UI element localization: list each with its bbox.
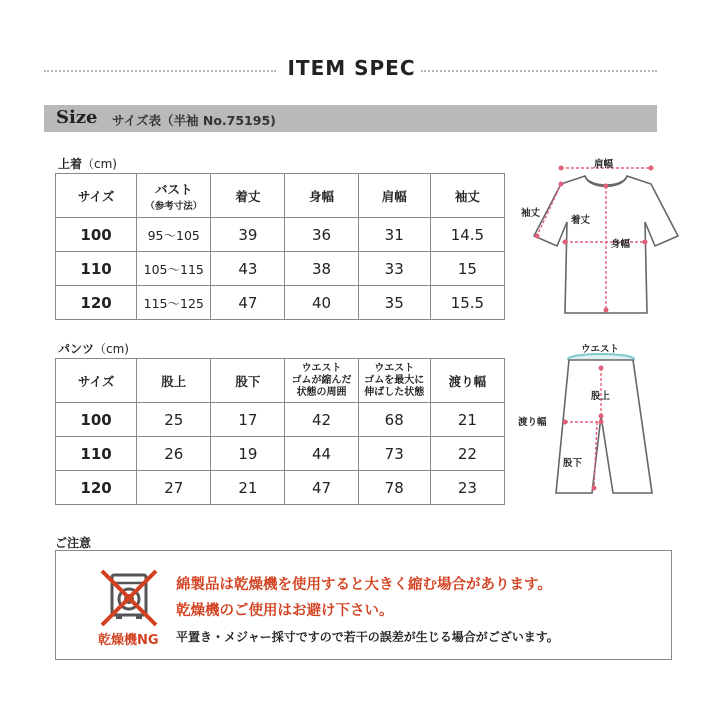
- header-waist-relaxed-l3: 状態の周囲: [296, 386, 347, 398]
- thigh-label: 渡り幅: [518, 417, 547, 428]
- waist-stretched-cell: 68: [358, 403, 430, 437]
- header-size: サイズ: [56, 174, 137, 218]
- header-divider-right: [421, 70, 657, 72]
- bust-cell: 95〜105: [137, 218, 211, 252]
- waist-relaxed-cell: 47: [285, 471, 358, 505]
- table-header-row: [56, 359, 505, 403]
- size-cell: 120: [56, 471, 137, 505]
- header-inseam: 股下: [211, 359, 285, 403]
- header-bust-note: （参考寸法）: [145, 200, 203, 212]
- inseam-cell: 17: [211, 403, 285, 437]
- header-waist-stretched: [358, 359, 430, 403]
- tops-size-table: [55, 173, 505, 320]
- sleeve-cell: 15: [430, 252, 504, 286]
- size-subheading: サイズ表（半袖 No.75195): [112, 113, 276, 128]
- table-row: [56, 437, 505, 471]
- pants-unit: （cm): [94, 342, 129, 356]
- body-width-cell: 38: [285, 252, 358, 286]
- table-row: [56, 218, 505, 252]
- shoulder-cell: 35: [358, 286, 430, 320]
- inseam-cell: 21: [211, 471, 285, 505]
- header-bust-label: バスト: [154, 181, 193, 197]
- width-label: 身幅: [611, 239, 631, 250]
- tops-caption: [58, 155, 117, 172]
- tshirt-diagram: [515, 150, 690, 320]
- header-body-width: 身幅: [285, 174, 358, 218]
- header-shoulder: 肩幅: [358, 174, 430, 218]
- size-cell: 110: [56, 252, 137, 286]
- body-width-cell: 36: [285, 218, 358, 252]
- table-row: [56, 403, 505, 437]
- header-bust: [137, 174, 211, 218]
- section-header: [44, 52, 657, 88]
- pants-size-table: [55, 358, 505, 505]
- pants-diagram: [515, 338, 690, 503]
- length-cell: 47: [211, 286, 285, 320]
- size-bar: [44, 105, 657, 132]
- thigh-cell: 23: [430, 471, 504, 505]
- notice-heading: ご注意: [55, 536, 92, 550]
- pants-caption: [58, 340, 129, 357]
- header-waist-relaxed-l1: ウエスト: [301, 362, 342, 374]
- size-cell: 100: [56, 403, 137, 437]
- table-row: [56, 471, 505, 505]
- header-sleeve: 袖丈: [430, 174, 504, 218]
- header-waist-stretched-l1: ウエスト: [374, 362, 415, 374]
- header-waist-relaxed: [285, 359, 358, 403]
- tshirt-outline-icon: [515, 150, 690, 320]
- shoulder-label: 肩幅: [594, 159, 614, 170]
- inseam-label: 股下: [563, 458, 583, 469]
- notice-box: [55, 550, 672, 660]
- size-cell: 100: [56, 218, 137, 252]
- shoulder-cell: 31: [358, 218, 430, 252]
- sleeve-cell: 15.5: [430, 286, 504, 320]
- waist-stretched-cell: 73: [358, 437, 430, 471]
- header-waist-stretched-l3: 伸ばした状態: [364, 386, 425, 398]
- shoulder-cell: 33: [358, 252, 430, 286]
- header-length: 着丈: [211, 174, 285, 218]
- pants-caption-text: パンツ: [58, 342, 95, 356]
- size-heading: Size: [56, 107, 98, 128]
- notice-line-3: 平置き・メジャー採寸ですので若干の誤差が生じる場合がございます。: [176, 630, 559, 644]
- header-waist-stretched-l2: ゴムを最大に: [364, 374, 425, 386]
- table-row: [56, 252, 505, 286]
- waist-relaxed-cell: 44: [285, 437, 358, 471]
- rise-cell: 25: [137, 403, 211, 437]
- waist-stretched-cell: 78: [358, 471, 430, 505]
- size-cell: 110: [56, 437, 137, 471]
- page-title: ITEM SPEC: [287, 56, 416, 80]
- rise-cell: 27: [137, 471, 211, 505]
- sleeve-label: 袖丈: [521, 208, 541, 219]
- size-cell: 120: [56, 286, 137, 320]
- tops-caption-text: 上着: [58, 157, 83, 171]
- sleeve-cell: 14.5: [430, 218, 504, 252]
- bust-cell: 105〜115: [137, 252, 211, 286]
- tops-unit: （cm): [82, 157, 117, 171]
- header-waist-relaxed-l2: ゴムが縮んだ: [291, 374, 352, 386]
- notice-line-2: 乾燥機のご使用はお避け下さい。: [176, 603, 394, 619]
- no-dryer-icon: [98, 567, 160, 629]
- rise-label: 股上: [591, 391, 611, 402]
- no-dryer-label: 乾燥機NG: [98, 633, 159, 648]
- inseam-cell: 19: [211, 437, 285, 471]
- length-cell: 39: [211, 218, 285, 252]
- table-row: [56, 286, 505, 320]
- length-cell: 43: [211, 252, 285, 286]
- bust-cell: 115〜125: [137, 286, 211, 320]
- thigh-cell: 22: [430, 437, 504, 471]
- thigh-cell: 21: [430, 403, 504, 437]
- header-divider-left: [44, 70, 276, 72]
- body-width-cell: 40: [285, 286, 358, 320]
- header-thigh: 渡り幅: [430, 359, 504, 403]
- length-label: 着丈: [571, 215, 591, 226]
- notice-line-1: 綿製品は乾燥機を使用すると大きく縮む場合があります。: [176, 577, 552, 593]
- rise-cell: 26: [137, 437, 211, 471]
- header-size: サイズ: [56, 359, 137, 403]
- header-rise: 股上: [137, 359, 211, 403]
- waist-label: ウエスト: [581, 344, 620, 355]
- waist-relaxed-cell: 42: [285, 403, 358, 437]
- table-header-row: [56, 174, 505, 218]
